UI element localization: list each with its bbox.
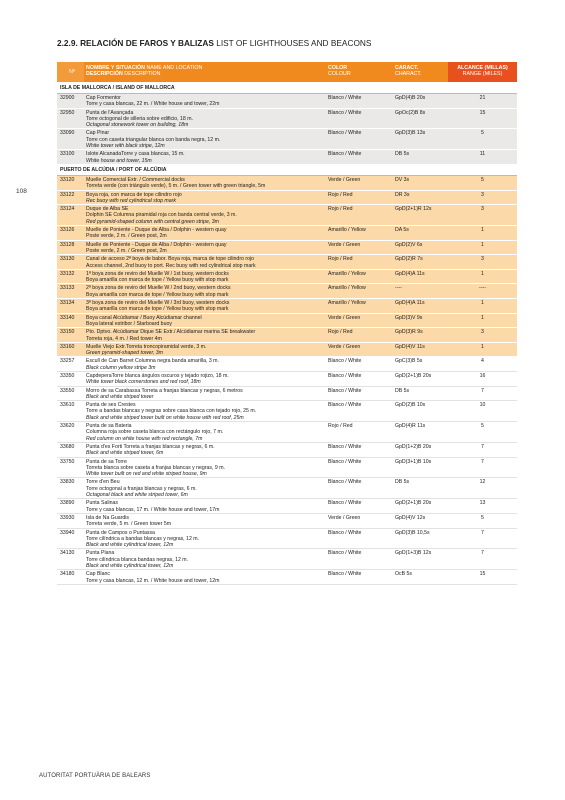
cell-range: 4 <box>481 358 484 365</box>
cell-color: Rojo / Red <box>328 206 353 213</box>
cell-color: Blanco / White <box>328 130 362 137</box>
cell-name-description <box>84 423 326 442</box>
table-row <box>57 226 517 241</box>
cell-characteristic: GpD(4)V 12s <box>395 514 426 521</box>
description-en-line: Green pyramid-shaped tower, 3m <box>86 350 163 357</box>
name-line: Boya canal Alcúdiamar / Buoy Alcúdiamar channel <box>86 314 202 321</box>
name-line: Duque de Alba SE <box>86 206 129 213</box>
cell-range: 15 <box>479 571 486 578</box>
cell-range: 3 <box>481 191 484 198</box>
name-line: Muelle Comercial Extr. / Commercial docks <box>86 176 185 183</box>
cell-range: 16 <box>479 372 486 379</box>
cell-number: 33550 <box>60 387 75 394</box>
cell-name-description <box>84 358 326 371</box>
cell-characteristic: GpD(4)R 11s <box>395 423 426 430</box>
cell-range: 3 <box>481 329 484 336</box>
name-line: Punta d'es Forti Torreta a franjas blancas y negras, 6 m. <box>86 443 215 450</box>
description-en-line: White house and tower, 15m <box>86 157 152 164</box>
cell-name-description <box>84 206 326 225</box>
cell-characteristic: GpD(3)B 10,5s <box>395 529 430 536</box>
name-line: Escull de Can Barret Columna negra banda amarilla, 3 m. <box>86 358 219 365</box>
header-name-en: NAME AND LOCATION <box>146 65 203 71</box>
cell-characteristic: DB 5s <box>395 387 410 394</box>
table-row <box>57 499 517 514</box>
cell-range: 13 <box>479 500 486 507</box>
table-row <box>57 328 517 343</box>
name-line: Poste verde, 2 m. / Green post, 2m <box>86 247 167 254</box>
description-en-line: Black and white cylindrical tower, 12m <box>86 563 174 569</box>
cell-characteristic: DR 3s <box>395 191 410 198</box>
cell-color: Blanco / White <box>328 95 362 101</box>
cell-color: Blanco / White <box>328 402 362 409</box>
cell-name-description <box>84 242 326 255</box>
name-line: Punta de l'Avançada <box>86 109 134 116</box>
cell-characteristic: GpD(2+1)B 20s <box>395 372 432 379</box>
cell-name-description <box>84 402 326 421</box>
name-line: Columna roja sobre caseta blanca con rectángulo rojo, 7 m. <box>86 429 224 436</box>
title-rest: LIST OF LIGHTHOUSES AND BEACONS <box>213 38 372 48</box>
cell-range: 11 <box>479 151 486 158</box>
cell-name-description <box>84 373 326 386</box>
table-row <box>57 129 517 150</box>
name-line: Torreta blanca sobre caseta a franjas blancas y negras, 9 m. <box>86 464 225 471</box>
cell-color: Verde / Green <box>328 514 361 521</box>
header-desc-en: DESCRIPTION <box>124 71 161 78</box>
name-line: Islote AlcanadaTorre y casa blancas, 15 m. <box>86 151 185 158</box>
cell-name-description <box>84 500 326 513</box>
lighthouse-table <box>57 62 517 585</box>
cell-number: 33124 <box>60 206 75 213</box>
cell-name-description <box>84 515 326 528</box>
cell-characteristic: ---- <box>395 285 402 292</box>
name-line: Torre y casa blancas, 12 m. / White house and tower, 12m <box>86 577 220 584</box>
cell-range: 3 <box>481 206 484 213</box>
cell-characteristic: GpD(2+1)B 20s <box>395 500 432 507</box>
cell-name-description <box>84 271 326 284</box>
cell-color: Amarillo / Yellow <box>328 285 366 292</box>
table-row <box>57 343 517 358</box>
header-range-en: RANGE (MILES) <box>462 71 503 78</box>
cell-range: 7 <box>481 550 484 557</box>
cell-characteristic: GpD(4)B 20s <box>395 95 426 101</box>
cell-characteristic: DB 5s <box>395 151 410 158</box>
cell-range: 5 <box>481 423 484 430</box>
name-line: Torreta verde, 5 m. / Green tower 5m <box>86 521 172 528</box>
table-row <box>57 357 517 372</box>
name-line: Punta Salinas <box>86 500 119 507</box>
cell-characteristic: GpD(3)V 9s <box>395 314 423 321</box>
cell-range: 1 <box>481 314 484 321</box>
header-color-en: COLOUR <box>328 71 351 78</box>
cell-characteristic: DA 5s <box>395 227 409 234</box>
name-line: Torre y casa blancas, 22 m. / White house and tower, 22m <box>86 101 220 108</box>
cell-color: Blanco / White <box>328 151 362 158</box>
cell-color: Blanco / White <box>328 109 362 116</box>
table-row <box>57 150 517 165</box>
description-en-line: Black and white cylindrical tower, 12m <box>86 542 174 549</box>
cell-name-description <box>84 130 326 149</box>
page-title <box>57 38 371 48</box>
cell-name-description <box>84 444 326 457</box>
header-no: Nº <box>57 62 84 82</box>
name-line: Morro de sa Carabassa Torreta a franjas blancas y negras, 6 metros <box>86 387 243 394</box>
cell-range: 5 <box>481 514 484 521</box>
cell-color: Blanco / White <box>328 550 362 557</box>
cell-number: 33680 <box>60 443 75 450</box>
cell-name-description <box>84 530 326 549</box>
header-char-es: CARACT. <box>395 65 419 71</box>
cell-color: Blanco / White <box>328 372 362 379</box>
cell-characteristic: GpC(3)B 5s <box>395 358 423 365</box>
cell-name-description <box>84 388 326 401</box>
section-title: ISLA DE MALLORCA / ISLAND OF MALLORCA <box>57 83 517 94</box>
name-line: Punta de ses Crestes <box>86 402 136 409</box>
cell-color: Blanco / White <box>328 500 362 507</box>
table-row <box>57 529 517 550</box>
name-line: Cap Blanc <box>86 571 110 578</box>
name-line: Pto. Dptvo. Alcúdiamar Dique SE Extr./ Alcúdiamar marina SE breakwater <box>86 329 256 336</box>
header-char-en: CHARACT. <box>395 71 422 78</box>
name-line: Muelle Viejo Extr.Torreta troncopiramidal verde, 3 m. <box>86 343 207 350</box>
cell-color: Verde / Green <box>328 176 361 183</box>
table-row <box>57 270 517 285</box>
header-range-es: ALCANCE (MILLAS) <box>457 65 508 71</box>
table-row <box>57 372 517 387</box>
cell-number: 33150 <box>60 329 75 336</box>
description-en-line: White tower black cornerstones and red roof, 18m <box>86 379 201 386</box>
name-line: 2ª boya zona de reviro del Muelle W / 2nd buoy, western docks <box>86 285 231 292</box>
description-en-line: Black column yellow stripe 3m <box>86 364 156 371</box>
name-line: Boya amarilla con marca de tope / Yellow buoy with stop mark <box>86 277 229 284</box>
cell-number: 33134 <box>60 300 75 307</box>
cell-name-description <box>84 550 326 569</box>
cell-range: 10 <box>479 402 486 409</box>
table-row <box>57 387 517 402</box>
table-row <box>57 478 517 499</box>
name-line: Torre octogonal a franjas blancas y negras, 6 m. <box>86 485 197 492</box>
name-line: Canal de acceso 2ª boya de babor. Boya roja, marca de tope cilindro rojo <box>86 256 255 263</box>
cell-characteristic: GpD(3+1)B 10s <box>395 458 432 465</box>
cell-characteristic: GpD(3)R 9s <box>395 329 423 336</box>
name-line: Cap Pinar <box>86 130 110 137</box>
cell-range: 12 <box>479 479 486 486</box>
cell-range: 5 <box>481 176 484 183</box>
cell-name-description <box>84 315 326 328</box>
name-line: Boya amarilla con marca de tope / Yellow buoy with stop mark <box>86 306 229 313</box>
cell-characteristic: GpD(3)B 13s <box>395 130 426 137</box>
name-line: Cap Formentor <box>86 95 121 101</box>
name-line: Boya lateral estribor / Starboard buoy <box>86 320 172 327</box>
cell-name-description <box>84 285 326 298</box>
name-line: Poste verde, 2 m. / Green post, 2m <box>86 233 167 240</box>
cell-color: Verde / Green <box>328 241 361 248</box>
table-header <box>57 62 517 83</box>
name-line: Punta Plana <box>86 550 115 557</box>
description-en-line: Black and white striped tower built on white house with red roof, 25m <box>86 414 244 421</box>
cell-name-description <box>84 95 326 108</box>
cell-characteristic: DV 3s <box>395 176 410 183</box>
description-en-line: Octagonal stonework tower on building, 18m <box>86 122 189 129</box>
table-row <box>57 401 517 422</box>
name-line: CapdeperaTorre blanca ángulos oscuros y tejado rojizo, 18 m. <box>86 372 229 379</box>
cell-number: 33890 <box>60 500 75 507</box>
cell-number: 33350 <box>60 372 75 379</box>
cell-name-description <box>84 227 326 240</box>
table-row <box>57 241 517 256</box>
cell-color: Verde / Green <box>328 314 361 321</box>
name-line: Torre cilíndrica blanca bandas negras, 12 m. <box>86 556 189 563</box>
cell-number: 32950 <box>60 109 75 116</box>
name-line: Torre con caseta triangular blanca con banda negra, 12 m. <box>86 136 221 143</box>
cell-number: 34130 <box>60 550 75 557</box>
cell-number: 33090 <box>60 130 75 137</box>
table-body <box>57 83 517 585</box>
cell-name-description <box>84 192 326 205</box>
cell-range: 7 <box>481 458 484 465</box>
cell-number: 33620 <box>60 423 75 430</box>
name-line: 1ª boya zona de reviro del Muelle W / 1st buoy, western docks <box>86 270 229 277</box>
cell-color: Rojo / Red <box>328 256 353 263</box>
cell-characteristic: GpD(1+3)B 12s <box>395 550 432 557</box>
header-name <box>84 62 326 82</box>
cell-color: Blanco / White <box>328 571 362 578</box>
cell-number: 33130 <box>60 256 75 263</box>
header-color-es: COLOR <box>328 65 348 71</box>
cell-number: 33160 <box>60 343 75 350</box>
cell-characteristic: GpD(2)B 10s <box>395 402 426 409</box>
cell-name-description <box>84 329 326 342</box>
name-line: Boya roja, con marca de tope cilindro rojo <box>86 191 182 198</box>
cell-range: 7 <box>481 443 484 450</box>
name-line: Muelle de Poniente - Duque de Alba / Dolphin - western quay <box>86 241 227 248</box>
footer: AUTORITAT PORTUÀRIA DE BALEARS <box>39 773 151 779</box>
cell-color: Blanco / White <box>328 529 362 536</box>
cell-number: 33132 <box>60 270 75 277</box>
cell-range: 7 <box>481 529 484 536</box>
table-row <box>57 514 517 529</box>
table-row <box>57 299 517 314</box>
table-row <box>57 458 517 479</box>
name-line: Torreta verde (con triángulo verde), 5 m. / Green tower with green triangle, 5m <box>86 183 266 190</box>
name-line: Torre cilíndrica a bandas blancas y negras, 12 m. <box>86 535 200 542</box>
cell-number: 33122 <box>60 191 75 198</box>
header-charact <box>393 62 448 82</box>
cell-range: 7 <box>481 387 484 394</box>
cell-color: Rojo / Red <box>328 423 353 430</box>
cell-name-description <box>84 300 326 313</box>
table-row <box>57 109 517 130</box>
name-line: Torre a bandas blancas y negras sobre casa blanca con tejado rojo, 25 m. <box>86 408 257 415</box>
table-row <box>57 549 517 570</box>
name-line: Torreta roja, 4 m. / Red tower 4m <box>86 335 162 342</box>
cell-characteristic: GpOc(2)B 8s <box>395 109 426 116</box>
name-line: Torre d'en Beu <box>86 479 120 486</box>
cell-range: ---- <box>479 285 486 292</box>
cell-name-description <box>84 571 326 584</box>
cell-number: 33100 <box>60 151 75 158</box>
description-en-line: Octagonal black and white striped tower, 6m <box>86 492 188 499</box>
cell-color: Rojo / Red <box>328 191 353 198</box>
cell-color: Blanco / White <box>328 458 362 465</box>
description-en-line: Black and white striped tower, 6m <box>86 450 164 457</box>
cell-color: Blanco / White <box>328 479 362 486</box>
cell-characteristic: OcB 5s <box>395 571 413 578</box>
description-en-line: Red pyramid-shaped column with central green stripe, 3m <box>86 218 219 225</box>
name-line: Isla de Na Guardis <box>86 514 129 521</box>
cell-range: 1 <box>481 343 484 350</box>
table-row <box>57 94 517 109</box>
table-row <box>57 443 517 458</box>
cell-number: 33940 <box>60 529 75 536</box>
name-line: 3ª boya zona de reviro del Muelle W / 3rd buoy, western docks <box>86 300 230 307</box>
table-row <box>57 284 517 299</box>
cell-number: 33610 <box>60 402 75 409</box>
cell-number: 33133 <box>60 285 75 292</box>
cell-number: 33120 <box>60 176 75 183</box>
title-bold: 2.2.9. RELACIÓN DE FAROS Y BALIZAS <box>57 38 214 48</box>
name-line: Access channel, 2nd buoy to port. Rec buoy with red cylindrical stop mark <box>86 262 256 269</box>
name-line: Muelle de Poniente - Duque de Alba / Dolphin - western quay <box>86 227 227 234</box>
cell-color: Amarillo / Yellow <box>328 227 366 234</box>
cell-characteristic: GpD(2)R 7s <box>395 256 423 263</box>
cell-color: Blanco / White <box>328 443 362 450</box>
name-line: Dolphin SE Columna piramidal roja con banda central verde, 3 m. <box>86 212 237 219</box>
cell-color: Verde / Green <box>328 343 361 350</box>
header-color <box>326 62 393 82</box>
cell-characteristic: GpD(4)A 11s <box>395 300 425 307</box>
section-title: PUERTO DE ALCÚDIA / PORT OF ALCÚDIA <box>57 165 517 176</box>
cell-name-description <box>84 459 326 478</box>
cell-name-description <box>84 177 326 190</box>
table-row <box>57 422 517 443</box>
cell-color: Blanco / White <box>328 387 362 394</box>
cell-range: 1 <box>481 227 484 234</box>
description-en-line: Rec buoy with red cylindrical stop mark <box>86 197 176 204</box>
cell-name-description <box>84 110 326 129</box>
cell-range: 1 <box>481 270 484 277</box>
table-row <box>57 176 517 191</box>
cell-number: 33126 <box>60 227 75 234</box>
cell-characteristic: GpD(1+2)B 20s <box>395 443 432 450</box>
name-line: Punta de sa Torre <box>86 458 127 465</box>
table-row <box>57 570 517 585</box>
name-line: Punta de Campos o Puntassa <box>86 529 155 536</box>
name-line: Torre y casa blancas, 17 m. / White house and tower, 17m <box>86 506 220 513</box>
cell-name-description <box>84 256 326 269</box>
name-line: Boya amarilla con marca de tope / Yellow buoy with stop mark <box>86 291 229 298</box>
cell-characteristic: GpD(4)A 11s <box>395 270 425 277</box>
cell-characteristic: GpD(4)V 11s <box>395 343 425 350</box>
cell-range: 1 <box>481 241 484 248</box>
cell-color: Blanco / White <box>328 358 362 365</box>
cell-color: Amarillo / Yellow <box>328 300 366 307</box>
cell-number: 33257 <box>60 358 75 365</box>
cell-range: 5 <box>481 130 484 137</box>
cell-number: 34180 <box>60 571 75 578</box>
cell-characteristic: GpD(2+1)R 12s <box>395 206 432 213</box>
cell-number: 33830 <box>60 479 75 486</box>
cell-number: 33750 <box>60 458 75 465</box>
cell-name-description <box>84 479 326 498</box>
description-en-line: White tower with black stripe, 12m <box>86 143 165 150</box>
cell-range: 15 <box>479 109 486 116</box>
table-row <box>57 314 517 329</box>
table-row <box>57 205 517 226</box>
cell-characteristic: GpD(2)V 6s <box>395 241 423 248</box>
cell-name-description <box>84 344 326 357</box>
table-row <box>57 255 517 270</box>
table-row <box>57 191 517 206</box>
cell-color: Amarillo / Yellow <box>328 270 366 277</box>
description-en-line: Black and white striped tower <box>86 393 154 400</box>
cell-number: 33140 <box>60 314 75 321</box>
header-name-es: NOMBRE Y SITUACIÓN <box>86 65 145 71</box>
header-desc-es: DESCRIPCIÓN <box>86 71 123 78</box>
cell-number: 33930 <box>60 514 75 521</box>
cell-name-description <box>84 151 326 164</box>
cell-range: 3 <box>481 256 484 263</box>
name-line: Punta de sa Bateria <box>86 423 132 430</box>
cell-characteristic: DB 5s <box>395 479 410 486</box>
name-line: Torre octogonal de silleria sobre edificio, 18 m. <box>86 115 193 122</box>
header-range <box>448 62 517 82</box>
cell-range: 21 <box>479 95 486 101</box>
description-en-line: Red column on white house with red rectangle, 7m <box>86 435 203 442</box>
cell-number: 33128 <box>60 241 75 248</box>
cell-range: 1 <box>481 300 484 307</box>
description-en-line: White tower built on red and white striped house, 9m <box>86 471 207 478</box>
page-number: 108 <box>16 188 27 195</box>
cell-number: 32900 <box>60 95 75 101</box>
cell-color: Rojo / Red <box>328 329 353 336</box>
